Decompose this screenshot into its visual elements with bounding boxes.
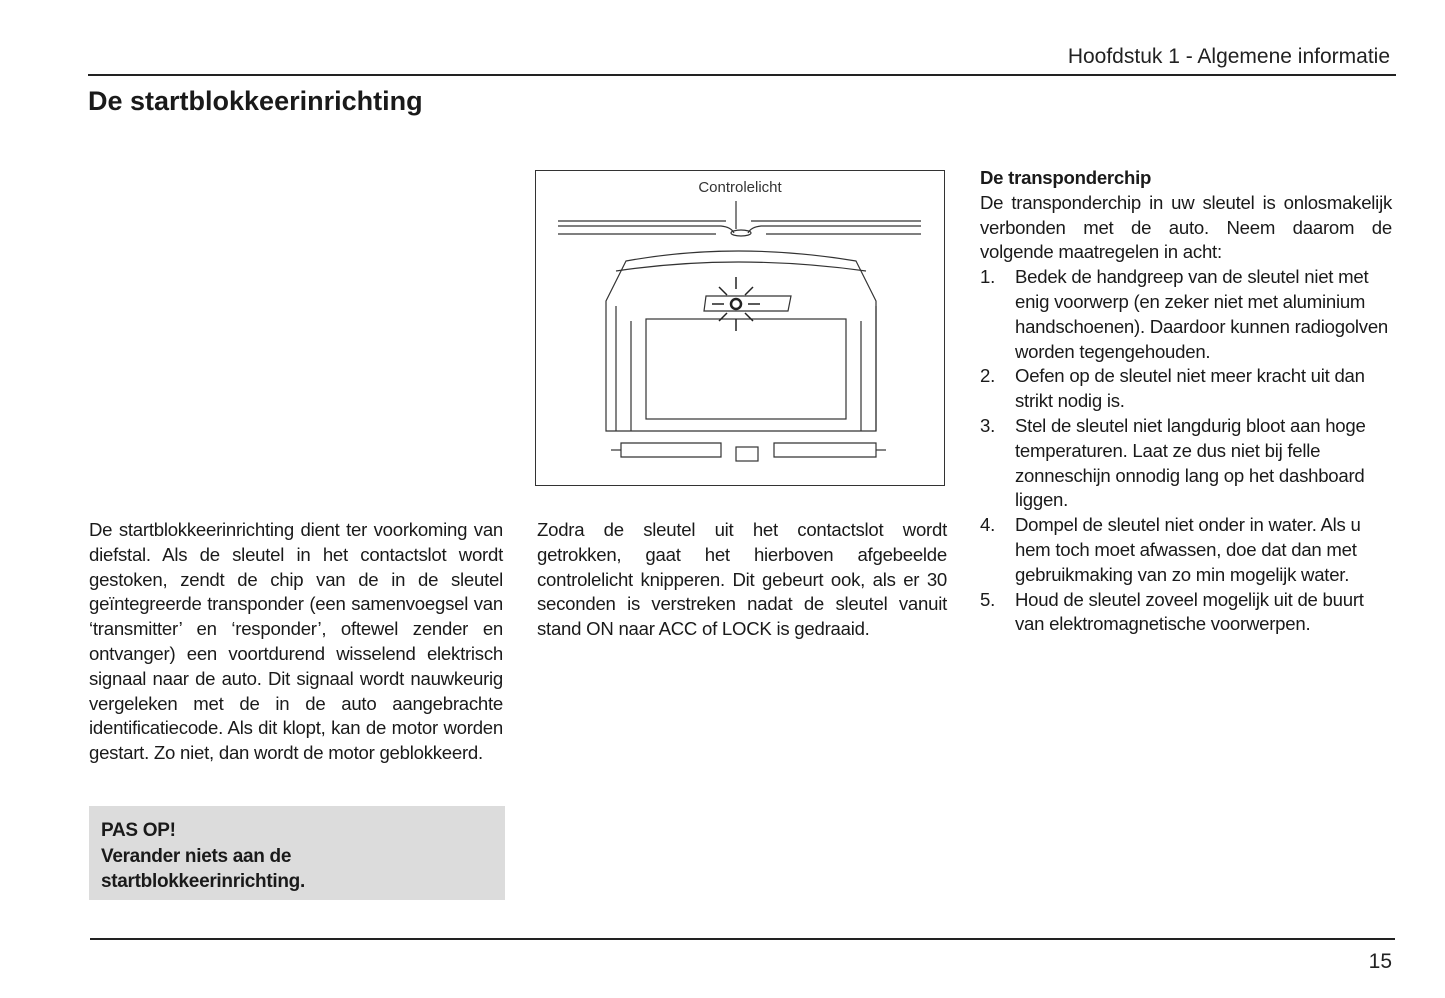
indicator-paragraph: Zodra de sleutel uit het contactslot wordt getrokken, gaat het hierboven afgebeelde controlelicht knipperen. Dit gebeurt ook, als er 30 seconden is verstreken nadat de sleutel vanuit stand ON naar ACC of LOCK is gedraaid.	[537, 519, 947, 640]
page-title: De startblokkeerinrichting	[88, 86, 423, 116]
list-item: 1. Bedek de handgreep van de sleutel niet met enig voorwerp (en zeker niet met aluminium handschoenen). Daardoor kunnen radiogolven worden tegengehouden.	[980, 266, 1389, 362]
section-heading: De transponderchip	[980, 167, 1152, 188]
dashboard-illustration	[535, 170, 945, 486]
transponder-section	[980, 166, 1392, 637]
list-item: 5. Houd de sleutel zoveel mogelijk uit de buurt van elektromagnetische voorwerpen.	[980, 588, 1364, 635]
bottom-divider	[90, 938, 1395, 940]
intro-paragraph: De startblokkeerinrichting dient ter voorkoming van diefstal. Als de sleutel in het contactslot wordt gestoken, zendt de chip van de in de sleutel geïntegreerde transponder (een samenvoegsel van ‘transmitter’ en ‘responder’, oftewel zender en ontvanger) een voortdurend wisselend elektrisch signaal naar de auto. Dit signaal wordt nauwkeurig vergeleken met de in de auto aangebrachte identificatiecode. Als dit klopt, kan de motor worden gestart. Zo niet, dan wordt de motor geblokkeerd.	[89, 519, 503, 764]
indicator-light-icon	[712, 277, 760, 331]
figure-label: Controlelicht	[698, 179, 782, 196]
precaution-list	[980, 265, 1392, 637]
dashboard-drawing	[536, 171, 946, 487]
chapter-header: Hoofdstuk 1 - Algemene informatie	[1067, 45, 1390, 68]
page-number: 15	[1368, 950, 1392, 973]
list-item: 3. Stel de sleutel niet langdurig bloot aan hoge temperaturen. Laat ze dus niet bij felle zonneschijn onnodig lang op het dashboard liggen.	[980, 414, 1366, 511]
warning-title: PAS OP!	[101, 820, 176, 841]
top-divider	[88, 74, 1396, 76]
list-item: 4. Dompel de sleutel niet onder in water. Als u hem toch moet afwassen, doe dat dan met gebruikmaking van zo min mogelijk water.	[980, 514, 1361, 585]
warning-box	[89, 806, 505, 900]
list-item: 2. Oefen op de sleutel niet meer kracht uit dan strikt nodig is.	[980, 365, 1365, 412]
warning-text: Verander niets aan de startblokkeerinrichting.	[101, 845, 305, 892]
section-intro: De transponderchip in uw sleutel is onlosmakelijk verbonden met de auto. Neem daarom de volgende maatregelen in acht:	[980, 191, 1392, 263]
